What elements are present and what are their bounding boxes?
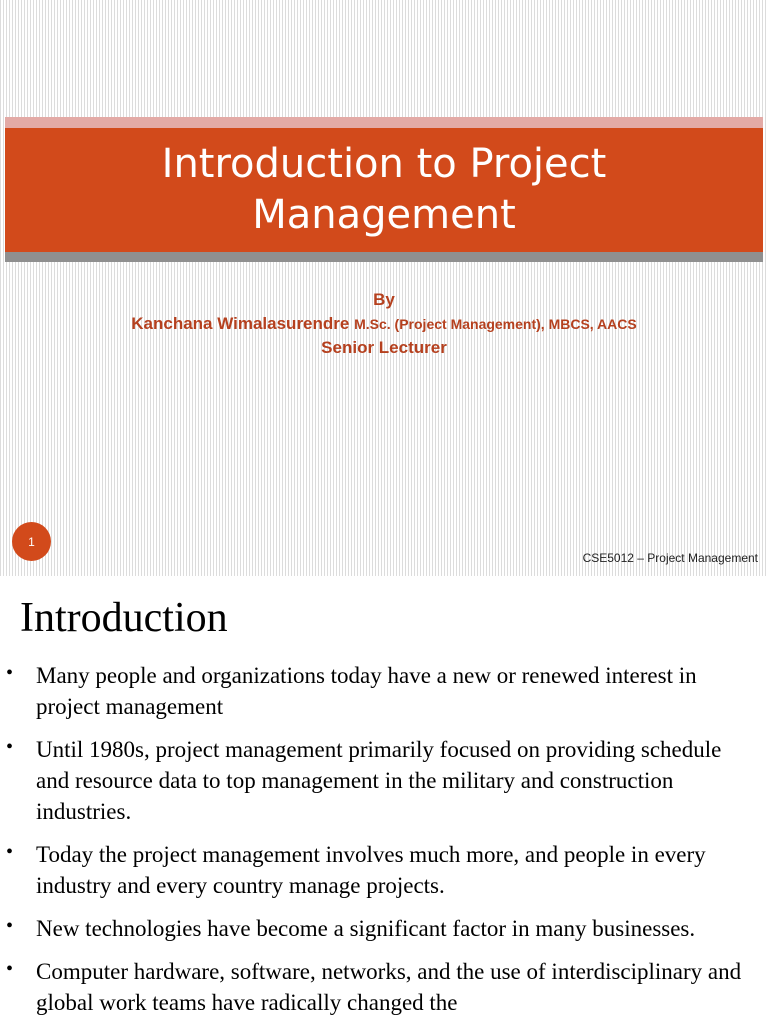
list-item bbox=[0, 913, 768, 944]
bullet-text: Many people and organizations today have a new or renewed interest in project management bbox=[36, 663, 697, 719]
slide-title: Introduction bbox=[20, 595, 228, 641]
list-item bbox=[0, 660, 768, 722]
introduction-slide bbox=[0, 576, 768, 1024]
author-block bbox=[0, 288, 768, 360]
list-item bbox=[0, 956, 768, 1018]
title-band-shadow bbox=[5, 252, 763, 262]
by-label: By bbox=[373, 290, 395, 309]
author-line bbox=[0, 312, 768, 337]
bullet-icon: • bbox=[6, 841, 14, 863]
title-band bbox=[5, 117, 763, 262]
bullet-icon: • bbox=[6, 662, 14, 684]
author-credentials: M.Sc. (Project Management), MBCS, AACS bbox=[354, 315, 637, 332]
title-band-main bbox=[5, 128, 763, 252]
bullet-text: New technologies have become a significant factor in many businesses. bbox=[36, 916, 696, 941]
title-band-top-strip bbox=[5, 117, 763, 128]
author-role: Senior Lecturer bbox=[321, 338, 447, 357]
bullet-text: Today the project management involves much more, and people in every industry and every country manage projects. bbox=[36, 842, 706, 898]
slide-number-badge: 1 bbox=[12, 522, 51, 561]
bullet-list bbox=[0, 660, 768, 1024]
bullet-text: Computer hardware, software, networks, and the use of interdisciplinary and global work teams have radically changed the bbox=[36, 959, 742, 1015]
bullet-icon: • bbox=[6, 736, 14, 758]
bullet-text: Until 1980s, project management primarily focused on providing schedule and resource data to top management in the military and construction industries. bbox=[36, 737, 722, 824]
bullet-icon: • bbox=[6, 958, 14, 980]
list-item bbox=[0, 839, 768, 901]
list-item bbox=[0, 734, 768, 827]
author-name: Kanchana Wimalasurendre bbox=[131, 313, 350, 333]
slide-footer: CSE5012 – Project Management bbox=[582, 551, 758, 565]
bullet-icon: • bbox=[6, 915, 14, 937]
slide-title: Introduction to Project Management bbox=[161, 141, 607, 238]
